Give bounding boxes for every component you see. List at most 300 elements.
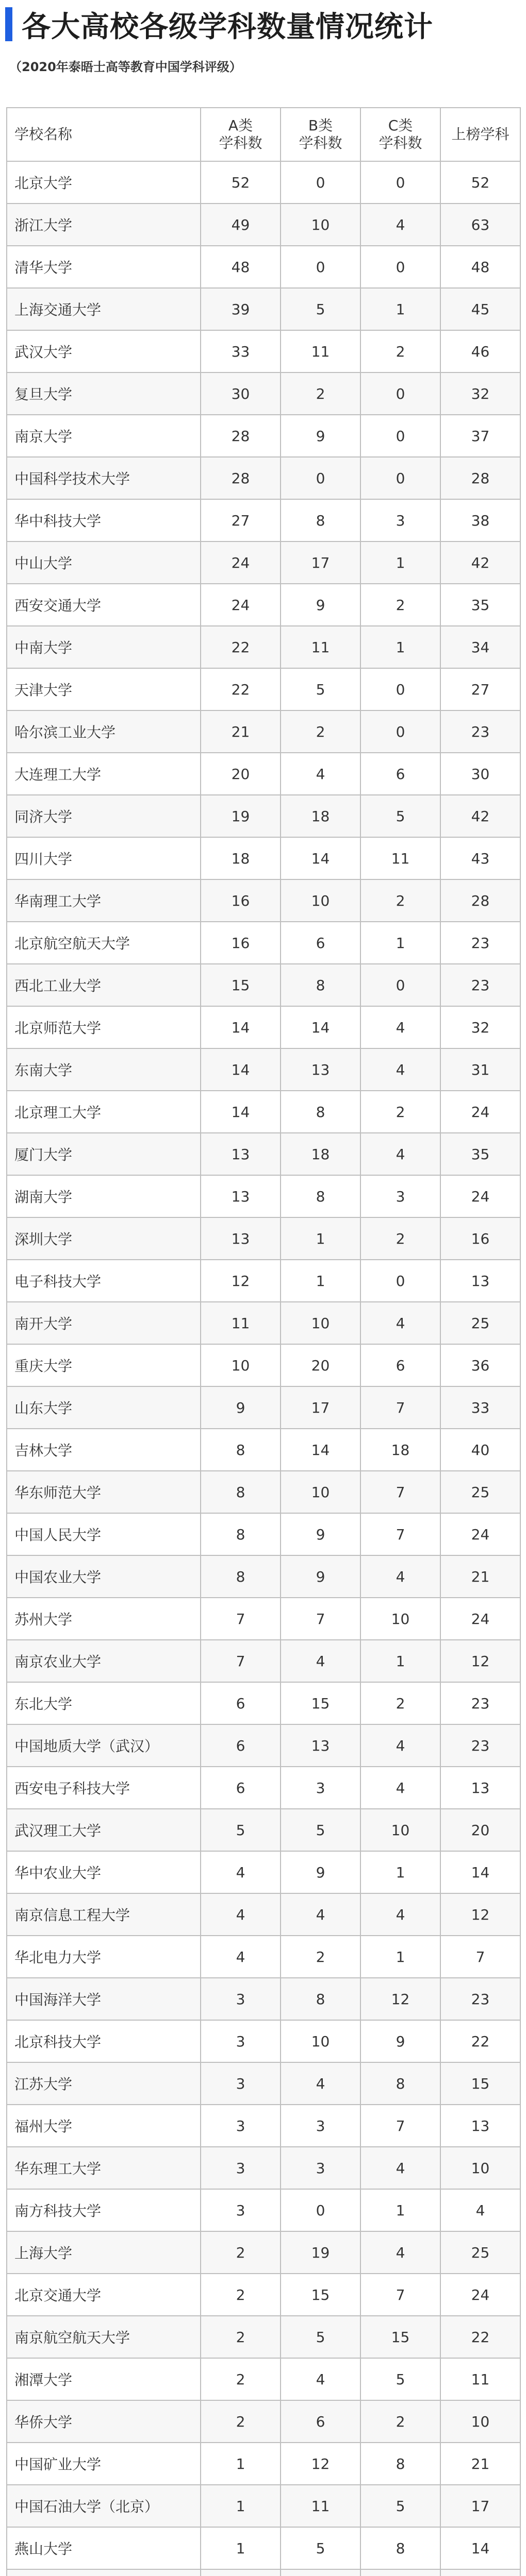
total-count-cell: 20 — [440, 1809, 520, 1851]
table-row — [7, 2020, 520, 2062]
school-name-cell: 东北大学 — [7, 1682, 201, 1724]
total-count-cell: 40 — [440, 1429, 520, 1471]
b-class-count-cell: 17 — [281, 1386, 360, 1429]
table-row — [7, 2316, 520, 2358]
a-class-count-cell: 4 — [201, 1851, 281, 1893]
table-row — [7, 288, 520, 330]
table-row — [7, 2443, 520, 2485]
c-class-count-cell: 0 — [360, 372, 440, 415]
total-count-cell: 35 — [440, 584, 520, 626]
a-class-count-cell: 13 — [201, 1133, 281, 1175]
c-class-count-cell: 8 — [360, 2527, 440, 2569]
header-a-line1: A类 — [228, 117, 253, 134]
school-name-cell: 燕山大学 — [7, 2527, 201, 2569]
table-row — [7, 1978, 520, 2020]
c-class-count-cell: 0 — [360, 246, 440, 288]
a-class-count-cell: 48 — [201, 246, 281, 288]
b-class-count-cell: 9 — [281, 1555, 360, 1598]
a-class-count-cell: 9 — [201, 1386, 281, 1429]
b-class-count-cell: 18 — [281, 795, 360, 837]
b-class-count-cell: 0 — [281, 161, 360, 204]
c-class-count-cell: 0 — [360, 668, 440, 710]
school-name-cell: 清华大学 — [7, 246, 201, 288]
school-name-cell: 中南大学 — [7, 626, 201, 668]
total-count-cell: 63 — [440, 204, 520, 246]
c-class-count-cell: 1 — [360, 1851, 440, 1893]
table-row — [7, 1429, 520, 1471]
a-class-count-cell: 13 — [201, 1217, 281, 1260]
school-name-cell: 武汉理工大学 — [7, 1809, 201, 1851]
total-count-cell: 28 — [440, 879, 520, 922]
b-class-count-cell: 18 — [281, 1133, 360, 1175]
b-class-count-cell: 2 — [281, 710, 360, 753]
header-b-line2: 学科数 — [299, 134, 342, 151]
c-class-count-cell: 9 — [360, 2020, 440, 2062]
total-count-cell: 30 — [440, 753, 520, 795]
total-count-cell: 32 — [440, 1006, 520, 1048]
total-count-cell: 14 — [440, 2527, 520, 2569]
b-class-count-cell: 13 — [281, 1724, 360, 1767]
a-class-count-cell: 6 — [201, 1767, 281, 1809]
total-count-cell: 12 — [440, 1640, 520, 1682]
a-class-count-cell: 5 — [201, 1809, 281, 1851]
school-name-cell: 上海大学 — [7, 2231, 201, 2274]
table-row — [7, 1640, 520, 1682]
total-count-cell: 11 — [440, 2358, 520, 2400]
table-row — [7, 1724, 520, 1767]
b-class-count-cell: 15 — [281, 1682, 360, 1724]
c-class-count-cell: 0 — [360, 161, 440, 204]
total-count-cell: 23 — [440, 710, 520, 753]
a-class-count-cell: 8 — [201, 1513, 281, 1555]
a-class-count-cell — [201, 2569, 281, 2576]
school-name-cell: 哈尔滨工业大学 — [7, 710, 201, 753]
table-row — [7, 372, 520, 415]
a-class-count-cell: 1 — [201, 2527, 281, 2569]
c-class-count-cell: 0 — [360, 964, 440, 1006]
total-count-cell: 17 — [440, 2485, 520, 2527]
b-class-count-cell: 14 — [281, 1429, 360, 1471]
c-class-count-cell: 4 — [360, 1555, 440, 1598]
c-class-count-cell: 10 — [360, 1809, 440, 1851]
b-class-count-cell: 14 — [281, 837, 360, 879]
c-class-count-cell: 10 — [360, 1598, 440, 1640]
table-row — [7, 1767, 520, 1809]
school-name-cell: 西安交通大学 — [7, 584, 201, 626]
a-class-count-cell: 20 — [201, 753, 281, 795]
total-count-cell: 42 — [440, 541, 520, 584]
c-class-count-cell: 7 — [360, 1513, 440, 1555]
school-name-cell: 山东大学 — [7, 1386, 201, 1429]
c-class-count-cell: 5 — [360, 2485, 440, 2527]
b-class-count-cell: 15 — [281, 2274, 360, 2316]
total-count-cell: 42 — [440, 795, 520, 837]
c-class-count-cell: 1 — [360, 922, 440, 964]
b-class-count-cell: 9 — [281, 1851, 360, 1893]
a-class-count-cell: 22 — [201, 668, 281, 710]
c-class-count-cell: 4 — [360, 1302, 440, 1344]
total-count-cell: 24 — [440, 1598, 520, 1640]
a-class-count-cell: 14 — [201, 1048, 281, 1091]
b-class-count-cell: 4 — [281, 2062, 360, 2105]
a-class-count-cell: 3 — [201, 2062, 281, 2105]
c-class-count-cell: 0 — [360, 710, 440, 753]
total-count-cell: 25 — [440, 2231, 520, 2274]
table-row — [7, 161, 520, 204]
school-name-cell: 南开大学 — [7, 1302, 201, 1344]
total-count-cell: 48 — [440, 246, 520, 288]
b-class-count-cell: 5 — [281, 668, 360, 710]
c-class-count-cell: 2 — [360, 1217, 440, 1260]
total-count-cell: 35 — [440, 1133, 520, 1175]
header-c-line1: C类 — [388, 117, 413, 134]
header-a-line2: 学科数 — [219, 134, 262, 151]
b-class-count-cell: 11 — [281, 626, 360, 668]
table-row — [7, 541, 520, 584]
b-class-count-cell: 14 — [281, 1006, 360, 1048]
school-name-cell — [7, 2569, 201, 2576]
table-row — [7, 1260, 520, 1302]
a-class-count-cell: 1 — [201, 2485, 281, 2527]
b-class-count-cell: 9 — [281, 415, 360, 457]
school-name-cell: 华北电力大学 — [7, 1936, 201, 1978]
header-b-class — [281, 108, 360, 161]
b-class-count-cell: 1 — [281, 1217, 360, 1260]
table-row — [7, 1133, 520, 1175]
total-count-cell: 25 — [440, 1302, 520, 1344]
total-count-cell: 43 — [440, 837, 520, 879]
a-class-count-cell: 3 — [201, 2147, 281, 2189]
school-name-cell: 中国矿业大学 — [7, 2443, 201, 2485]
total-count-cell: 22 — [440, 2316, 520, 2358]
school-name-cell: 华中科技大学 — [7, 499, 201, 541]
c-class-count-cell: 0 — [360, 415, 440, 457]
school-name-cell: 北京交通大学 — [7, 2274, 201, 2316]
c-class-count-cell: 2 — [360, 1682, 440, 1724]
total-count-cell: 24 — [440, 1513, 520, 1555]
c-class-count-cell: 8 — [360, 2443, 440, 2485]
a-class-count-cell: 3 — [201, 2189, 281, 2231]
header — [0, 0, 526, 85]
total-count-cell: 24 — [440, 2274, 520, 2316]
a-class-count-cell: 2 — [201, 2400, 281, 2443]
total-count-cell: 45 — [440, 288, 520, 330]
title-accent-bar — [5, 7, 12, 41]
c-class-count-cell — [360, 2569, 440, 2576]
total-count-cell: 31 — [440, 1048, 520, 1091]
a-class-count-cell: 3 — [201, 2020, 281, 2062]
c-class-count-cell: 2 — [360, 584, 440, 626]
c-class-count-cell: 4 — [360, 1724, 440, 1767]
a-class-count-cell: 13 — [201, 1175, 281, 1217]
school-name-cell: 南京信息工程大学 — [7, 1893, 201, 1936]
school-name-cell: 北京航空航天大学 — [7, 922, 201, 964]
c-class-count-cell: 4 — [360, 204, 440, 246]
a-class-count-cell: 11 — [201, 1302, 281, 1344]
page-title: 各大高校各级学科数量情况统计 — [22, 10, 433, 44]
total-count-cell: 16 — [440, 1217, 520, 1260]
school-name-cell: 中国海洋大学 — [7, 1978, 201, 2020]
header-b-line1: B类 — [308, 117, 333, 134]
school-name-cell: 江苏大学 — [7, 2062, 201, 2105]
school-name-cell: 北京理工大学 — [7, 1091, 201, 1133]
table-row — [7, 1217, 520, 1260]
a-class-count-cell: 10 — [201, 1344, 281, 1386]
a-class-count-cell: 1 — [201, 2443, 281, 2485]
table-row — [7, 330, 520, 372]
c-class-count-cell: 6 — [360, 1344, 440, 1386]
school-name-cell: 华东理工大学 — [7, 2147, 201, 2189]
a-class-count-cell: 14 — [201, 1091, 281, 1133]
total-count-cell: 36 — [440, 1344, 520, 1386]
a-class-count-cell: 4 — [201, 1936, 281, 1978]
b-class-count-cell: 8 — [281, 964, 360, 1006]
b-class-count-cell: 19 — [281, 2231, 360, 2274]
a-class-count-cell: 6 — [201, 1682, 281, 1724]
c-class-count-cell: 4 — [360, 1767, 440, 1809]
b-class-count-cell: 4 — [281, 1893, 360, 1936]
b-class-count-cell: 12 — [281, 2443, 360, 2485]
total-count-cell: 24 — [440, 1091, 520, 1133]
b-class-count-cell: 8 — [281, 1175, 360, 1217]
total-count-cell: 12 — [440, 1893, 520, 1936]
c-class-count-cell: 4 — [360, 1893, 440, 1936]
statistics-table — [6, 107, 521, 2576]
c-class-count-cell: 3 — [360, 499, 440, 541]
table-row — [7, 2274, 520, 2316]
table-row — [7, 457, 520, 499]
b-class-count-cell: 8 — [281, 499, 360, 541]
c-class-count-cell: 4 — [360, 2231, 440, 2274]
b-class-count-cell: 13 — [281, 1048, 360, 1091]
a-class-count-cell: 12 — [201, 1260, 281, 1302]
a-class-count-cell: 8 — [201, 1429, 281, 1471]
c-class-count-cell: 5 — [360, 2358, 440, 2400]
school-name-cell: 厦门大学 — [7, 1133, 201, 1175]
table-row — [7, 204, 520, 246]
statistics-table-container — [6, 107, 520, 2576]
table-row — [7, 964, 520, 1006]
school-name-cell: 北京师范大学 — [7, 1006, 201, 1048]
b-class-count-cell: 0 — [281, 246, 360, 288]
school-name-cell: 中国农业大学 — [7, 1555, 201, 1598]
c-class-count-cell: 4 — [360, 1006, 440, 1048]
total-count-cell: 22 — [440, 2020, 520, 2062]
table-row — [7, 1344, 520, 1386]
total-count-cell: 25 — [440, 1471, 520, 1513]
a-class-count-cell: 22 — [201, 626, 281, 668]
b-class-count-cell: 3 — [281, 2105, 360, 2147]
c-class-count-cell: 1 — [360, 2189, 440, 2231]
b-class-count-cell: 2 — [281, 372, 360, 415]
table-row — [7, 837, 520, 879]
table-row — [7, 922, 520, 964]
b-class-count-cell: 5 — [281, 2316, 360, 2358]
total-count-cell: 32 — [440, 372, 520, 415]
school-name-cell: 南京航空航天大学 — [7, 2316, 201, 2358]
a-class-count-cell: 49 — [201, 204, 281, 246]
total-count-cell: 23 — [440, 922, 520, 964]
c-class-count-cell: 1 — [360, 1640, 440, 1682]
a-class-count-cell: 52 — [201, 161, 281, 204]
c-class-count-cell: 4 — [360, 2147, 440, 2189]
table-row — [7, 1513, 520, 1555]
school-name-cell: 深圳大学 — [7, 1217, 201, 1260]
c-class-count-cell: 7 — [360, 2274, 440, 2316]
table-row — [7, 2400, 520, 2443]
a-class-count-cell: 16 — [201, 879, 281, 922]
total-count-cell: 10 — [440, 2400, 520, 2443]
table-row — [7, 415, 520, 457]
b-class-count-cell: 5 — [281, 288, 360, 330]
table-row — [7, 2189, 520, 2231]
b-class-count-cell: 8 — [281, 1978, 360, 2020]
a-class-count-cell: 15 — [201, 964, 281, 1006]
page-subtitle: （2020年泰晤士高等教育中国学科评级） — [9, 60, 242, 74]
b-class-count-cell: 1 — [281, 1260, 360, 1302]
school-name-cell: 东南大学 — [7, 1048, 201, 1091]
total-count-cell: 21 — [440, 2443, 520, 2485]
table-row — [7, 2105, 520, 2147]
a-class-count-cell: 2 — [201, 2274, 281, 2316]
table-row — [7, 2062, 520, 2105]
total-count-cell: 23 — [440, 964, 520, 1006]
school-name-cell: 湖南大学 — [7, 1175, 201, 1217]
total-count-cell: 23 — [440, 1724, 520, 1767]
a-class-count-cell: 2 — [201, 2358, 281, 2400]
total-count-cell — [440, 2569, 520, 2576]
a-class-count-cell: 24 — [201, 584, 281, 626]
table-row — [7, 1893, 520, 1936]
table-row — [7, 1598, 520, 1640]
total-count-cell: 13 — [440, 1767, 520, 1809]
c-class-count-cell: 2 — [360, 2400, 440, 2443]
table-row — [7, 2485, 520, 2527]
b-class-count-cell — [281, 2569, 360, 2576]
table-row — [7, 710, 520, 753]
b-class-count-cell: 7 — [281, 1598, 360, 1640]
total-count-cell: 37 — [440, 415, 520, 457]
b-class-count-cell: 4 — [281, 753, 360, 795]
total-count-cell: 4 — [440, 2189, 520, 2231]
total-count-cell: 13 — [440, 1260, 520, 1302]
total-count-cell: 7 — [440, 1936, 520, 1978]
table-row — [7, 1091, 520, 1133]
c-class-count-cell: 2 — [360, 330, 440, 372]
a-class-count-cell: 28 — [201, 415, 281, 457]
total-count-cell: 10 — [440, 2147, 520, 2189]
c-class-count-cell: 3 — [360, 1175, 440, 1217]
table-row — [7, 584, 520, 626]
school-name-cell: 南京农业大学 — [7, 1640, 201, 1682]
school-name-cell: 华中农业大学 — [7, 1851, 201, 1893]
c-class-count-cell: 15 — [360, 2316, 440, 2358]
total-count-cell: 13 — [440, 2105, 520, 2147]
c-class-count-cell: 1 — [360, 1936, 440, 1978]
school-name-cell: 中国人民大学 — [7, 1513, 201, 1555]
c-class-count-cell: 5 — [360, 795, 440, 837]
b-class-count-cell: 8 — [281, 1091, 360, 1133]
school-name-cell: 西安电子科技大学 — [7, 1767, 201, 1809]
total-count-cell: 38 — [440, 499, 520, 541]
a-class-count-cell: 28 — [201, 457, 281, 499]
c-class-count-cell: 7 — [360, 1471, 440, 1513]
a-class-count-cell: 7 — [201, 1598, 281, 1640]
a-class-count-cell: 14 — [201, 1006, 281, 1048]
a-class-count-cell: 6 — [201, 1724, 281, 1767]
school-name-cell: 天津大学 — [7, 668, 201, 710]
a-class-count-cell: 8 — [201, 1555, 281, 1598]
header-total: 上榜学科 — [440, 108, 520, 161]
school-name-cell: 复旦大学 — [7, 372, 201, 415]
c-class-count-cell: 1 — [360, 626, 440, 668]
a-class-count-cell: 30 — [201, 372, 281, 415]
b-class-count-cell: 5 — [281, 2527, 360, 2569]
total-count-cell: 15 — [440, 2062, 520, 2105]
school-name-cell: 上海交通大学 — [7, 288, 201, 330]
total-count-cell: 27 — [440, 668, 520, 710]
b-class-count-cell: 6 — [281, 2400, 360, 2443]
total-count-cell: 24 — [440, 1175, 520, 1217]
school-name-cell: 武汉大学 — [7, 330, 201, 372]
c-class-count-cell: 1 — [360, 288, 440, 330]
a-class-count-cell: 7 — [201, 1640, 281, 1682]
header-a-class — [201, 108, 281, 161]
school-name-cell: 湘潭大学 — [7, 2358, 201, 2400]
table-row — [7, 1048, 520, 1091]
table-row — [7, 753, 520, 795]
school-name-cell: 南京大学 — [7, 415, 201, 457]
b-class-count-cell: 0 — [281, 2189, 360, 2231]
header-c-line2: 学科数 — [379, 134, 422, 151]
a-class-count-cell: 2 — [201, 2231, 281, 2274]
school-name-cell: 中山大学 — [7, 541, 201, 584]
b-class-count-cell: 6 — [281, 922, 360, 964]
c-class-count-cell: 6 — [360, 753, 440, 795]
a-class-count-cell: 8 — [201, 1471, 281, 1513]
total-count-cell: 21 — [440, 1555, 520, 1598]
school-name-cell: 重庆大学 — [7, 1344, 201, 1386]
c-class-count-cell: 11 — [360, 837, 440, 879]
b-class-count-cell: 10 — [281, 879, 360, 922]
school-name-cell: 中国科学技术大学 — [7, 457, 201, 499]
table-row — [7, 1851, 520, 1893]
b-class-count-cell: 20 — [281, 1344, 360, 1386]
table-row — [7, 1175, 520, 1217]
school-name-cell: 中国石油大学（北京） — [7, 2485, 201, 2527]
a-class-count-cell: 21 — [201, 710, 281, 753]
total-count-cell: 28 — [440, 457, 520, 499]
school-name-cell: 浙江大学 — [7, 204, 201, 246]
school-name-cell: 南方科技大学 — [7, 2189, 201, 2231]
table-row — [7, 1555, 520, 1598]
b-class-count-cell: 17 — [281, 541, 360, 584]
total-count-cell: 33 — [440, 1386, 520, 1429]
table-body — [7, 161, 520, 2576]
school-name-cell: 苏州大学 — [7, 1598, 201, 1640]
school-name-cell: 华侨大学 — [7, 2400, 201, 2443]
table-row — [7, 499, 520, 541]
c-class-count-cell: 7 — [360, 1386, 440, 1429]
school-name-cell: 西北工业大学 — [7, 964, 201, 1006]
b-class-count-cell: 11 — [281, 330, 360, 372]
school-name-cell: 北京大学 — [7, 161, 201, 204]
table-row — [7, 2147, 520, 2189]
table-row — [7, 2231, 520, 2274]
b-class-count-cell: 5 — [281, 1809, 360, 1851]
c-class-count-cell: 2 — [360, 1091, 440, 1133]
total-count-cell: 34 — [440, 626, 520, 668]
